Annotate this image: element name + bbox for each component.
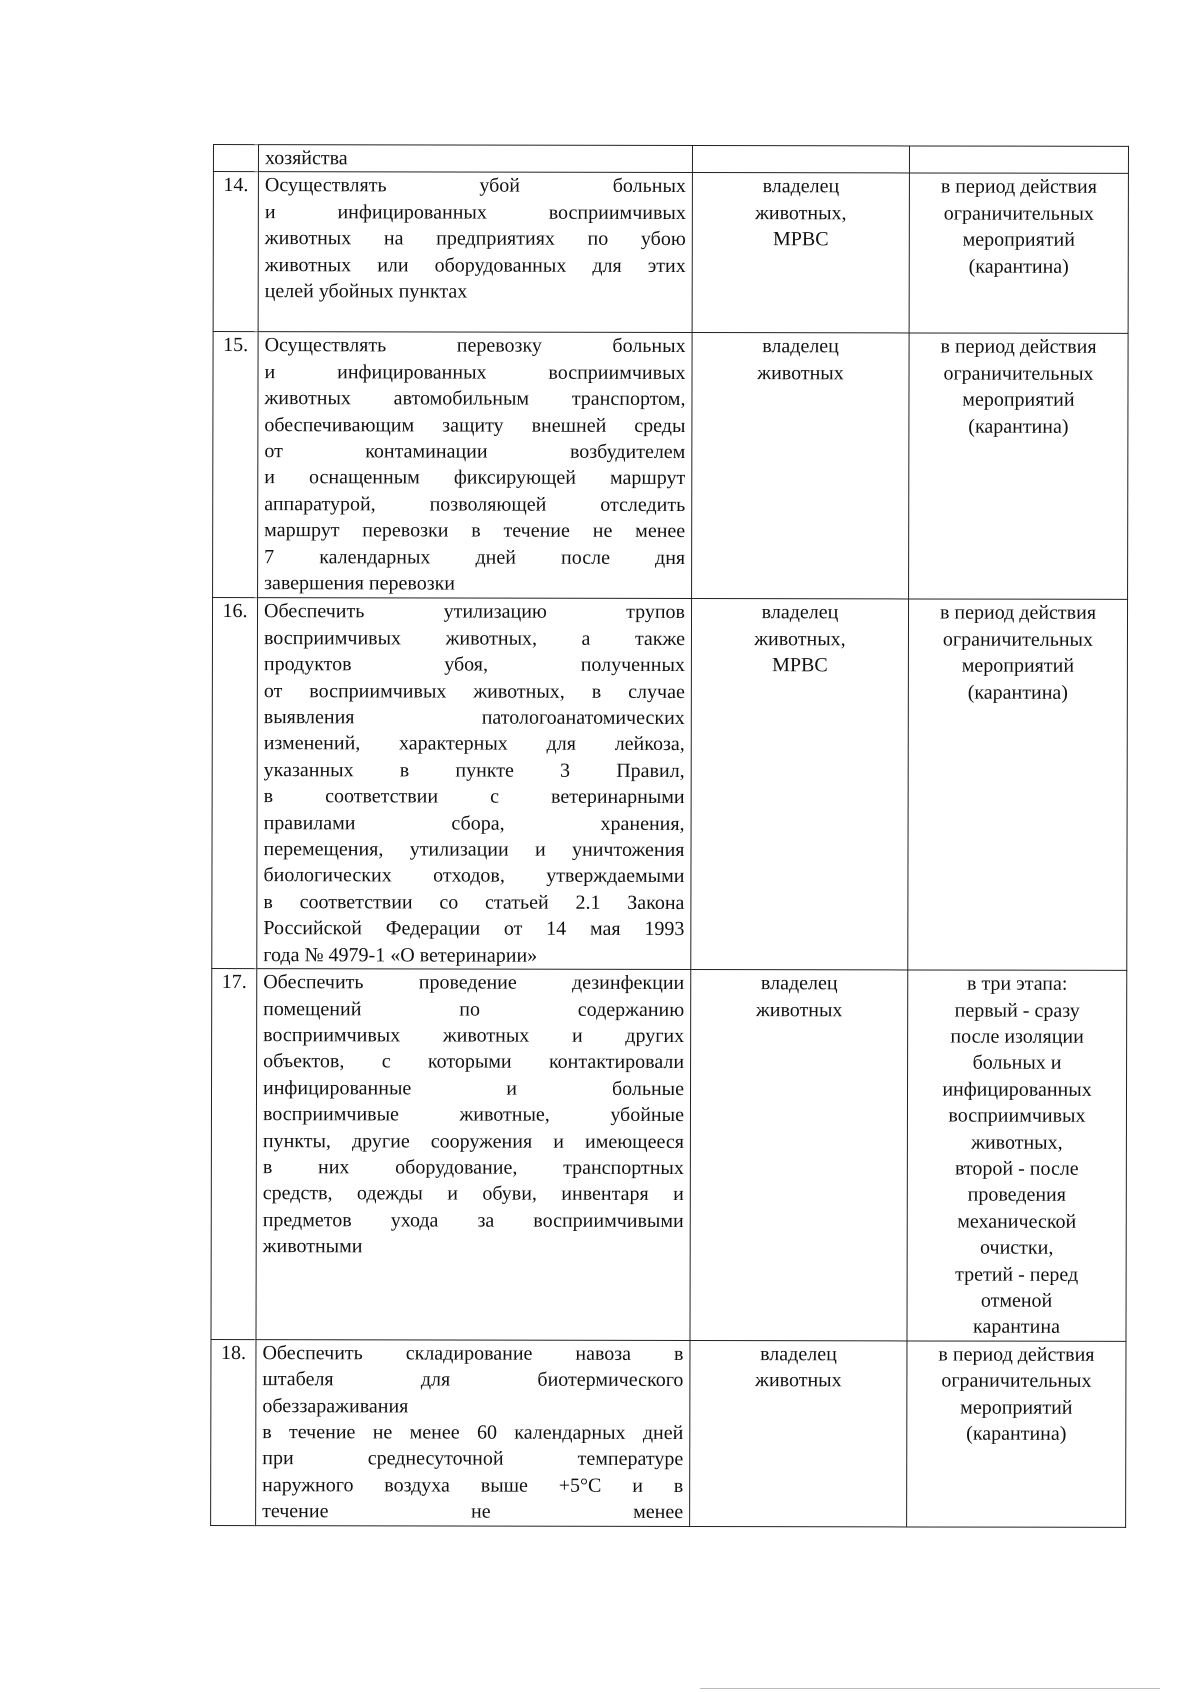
responsible-cell bbox=[692, 146, 909, 174]
text-line: наружного воздуха выше +5°С и в bbox=[262, 1473, 684, 1497]
timing-line: (карантина) bbox=[968, 255, 1069, 278]
responsible-line: владелец bbox=[762, 175, 840, 198]
text-line: и оснащенным фиксирующей маршрут bbox=[264, 466, 686, 490]
footer-rule bbox=[700, 1688, 1160, 1689]
text-line: помещений по содержанию bbox=[263, 997, 685, 1021]
responsible-cell bbox=[691, 599, 909, 970]
responsible-cell bbox=[692, 333, 910, 599]
text-line: Обеспечить утилизацию трупов bbox=[263, 600, 686, 624]
timing-line: ограничительных bbox=[941, 1369, 1092, 1393]
text-line: в соответствии со статьей 2.1 Закона bbox=[263, 890, 685, 914]
timing-line: мероприятий bbox=[960, 1396, 1073, 1419]
text-line: перемещения, утилизации и уничтожения bbox=[263, 838, 685, 862]
text-line: пункты, другие сооружения и имеющееся bbox=[262, 1129, 684, 1153]
timing-cell bbox=[908, 599, 1128, 970]
text-line: биологических отходов, утверждаемыми bbox=[263, 864, 685, 888]
timing-line: инфицированных bbox=[942, 1078, 1092, 1101]
timing-line: восприимчивых bbox=[948, 1104, 1086, 1127]
timing-line: отменой bbox=[980, 1289, 1053, 1312]
timing-cell bbox=[909, 146, 1128, 174]
text-line: года № 4979-1 «О ветеринарии» bbox=[263, 943, 538, 967]
timing-line: в период действия bbox=[939, 601, 1097, 625]
timing-line: в период действия bbox=[940, 335, 1097, 359]
timing-line: животных, bbox=[971, 1131, 1063, 1154]
measure-text bbox=[258, 172, 692, 333]
responsible-line: животных bbox=[755, 1369, 842, 1392]
timing-line: мероприятий bbox=[962, 228, 1075, 252]
text-line: 7 календарных дней после дня bbox=[264, 545, 686, 569]
text-line: штабеля для биотермического bbox=[262, 1368, 684, 1392]
text-line: и инфицированных восприимчивых bbox=[264, 200, 686, 224]
timing-line: после изоляции bbox=[950, 1025, 1084, 1048]
text-line: течение не менее bbox=[262, 1500, 684, 1524]
timing-line: ограничительных bbox=[943, 202, 1094, 225]
responsible-line: МРВС bbox=[772, 654, 828, 677]
responsible-cell bbox=[690, 970, 908, 1341]
text-line: маршрут перевозки в течение не менее bbox=[264, 519, 686, 543]
row-number: 15. bbox=[213, 332, 259, 598]
row-number: 18. bbox=[211, 1339, 256, 1525]
timing-line: третий - перед bbox=[955, 1263, 1079, 1286]
timing-line: ограничительных bbox=[942, 628, 1094, 651]
timing-line: карантина bbox=[973, 1315, 1060, 1339]
text-line: в соответствии с ветеринарными bbox=[263, 785, 685, 809]
text-line: хозяйства bbox=[264, 147, 348, 170]
table-row bbox=[213, 145, 1128, 174]
text-line: изменений, характерных для лейкоза, bbox=[263, 732, 685, 756]
responsible-line: животных bbox=[755, 998, 843, 1021]
timing-cell bbox=[907, 1341, 1126, 1527]
responsible-line: МРВС bbox=[772, 228, 829, 251]
text-line: аппаратурой, позволяющей отследить bbox=[264, 492, 686, 516]
timing-line: (карантина) bbox=[966, 1422, 1067, 1445]
text-line: объектов, с которыми контактировали bbox=[263, 1050, 685, 1074]
timing-line: мероприятий bbox=[961, 654, 1075, 678]
table-row bbox=[213, 332, 1129, 600]
text-line: восприимчивых животных, а также bbox=[263, 626, 685, 650]
timing-line: очистки, bbox=[980, 1236, 1054, 1259]
text-line: Российской Федерации от 14 мая 1993 bbox=[263, 917, 685, 941]
table-row bbox=[211, 969, 1127, 1342]
text-line: обеспечивающим защиту внешней среды bbox=[264, 413, 686, 437]
text-line: животными bbox=[262, 1235, 363, 1258]
text-line: Обеспечить проведение дезинфекции bbox=[263, 971, 685, 995]
timing-line: ограничительных bbox=[943, 362, 1094, 385]
row-number: 17. bbox=[211, 969, 257, 1340]
text-line: животных на предприятиях по убою bbox=[264, 227, 686, 251]
table-row bbox=[211, 1339, 1126, 1527]
responsible-cell bbox=[692, 173, 909, 333]
table-row bbox=[213, 172, 1128, 334]
measure-text bbox=[258, 332, 693, 599]
text-line: обеззараживания bbox=[262, 1394, 409, 1418]
text-line: от восприимчивых животных, в случае bbox=[263, 679, 685, 703]
timing-cell bbox=[909, 173, 1128, 333]
timing-line: в период действия bbox=[938, 1343, 1095, 1366]
text-line: Осуществлять перевозку больных bbox=[264, 334, 686, 358]
responsible-line: животных, bbox=[755, 201, 847, 225]
timing-line: первый - сразу bbox=[954, 999, 1080, 1022]
measure-text bbox=[257, 598, 692, 970]
timing-line: (карантина) bbox=[968, 415, 1069, 438]
timing-line: в три этапа: bbox=[966, 972, 1068, 995]
text-line: правилами сбора, хранения, bbox=[263, 811, 685, 835]
text-line: в них оборудование, транспортных bbox=[262, 1156, 684, 1179]
text-line: животных автомобильным транспортом, bbox=[264, 387, 686, 411]
text-line: указанных в пункте 3 Правил, bbox=[263, 758, 685, 782]
row-number bbox=[213, 145, 258, 173]
measure-text bbox=[256, 1339, 690, 1526]
responsible-cell bbox=[690, 1340, 907, 1526]
responsible-line: владелец bbox=[762, 335, 839, 358]
text-line: Осуществлять убой больных bbox=[264, 174, 686, 198]
text-line: продуктов убоя, полученных bbox=[263, 653, 685, 677]
text-line: в течение не менее 60 календарных дней bbox=[262, 1421, 684, 1444]
text-line: животных или оборудованных для этих bbox=[264, 253, 686, 277]
text-line: Обеспечить складирование навоза в bbox=[262, 1341, 684, 1365]
responsible-line: животных bbox=[757, 361, 844, 385]
table-row bbox=[212, 598, 1128, 971]
timing-line: проведения bbox=[967, 1183, 1066, 1207]
measure-text bbox=[256, 969, 691, 1341]
text-line: восприимчивых животных и других bbox=[263, 1024, 685, 1047]
text-line: от контаминации возбудителем bbox=[264, 440, 686, 464]
timing-line: больных и bbox=[972, 1051, 1062, 1075]
text-line: предметов ухода за восприимчивыми bbox=[262, 1208, 684, 1232]
text-line: и инфицированных восприимчивых bbox=[264, 360, 686, 384]
measures-table bbox=[210, 144, 1129, 1528]
responsible-line: владелец bbox=[760, 972, 838, 995]
text-line: средств, одежды и обуви, инвентаря и bbox=[262, 1182, 684, 1206]
text-line: инфицированные и больные bbox=[263, 1076, 685, 1100]
text-line: восприимчивые животные, убойные bbox=[262, 1103, 684, 1127]
timing-line: (карантина) bbox=[967, 681, 1068, 704]
responsible-line: животных, bbox=[754, 627, 846, 651]
measure-text bbox=[258, 145, 692, 173]
timing-line: механической bbox=[957, 1210, 1077, 1233]
timing-cell bbox=[909, 333, 1129, 599]
timing-line: в период действия bbox=[940, 175, 1097, 199]
timing-line: мероприятий bbox=[962, 388, 1075, 412]
text-line: выявления патологоанатомических bbox=[263, 706, 685, 730]
row-number: 16. bbox=[212, 598, 258, 969]
responsible-line: владелец bbox=[760, 1342, 837, 1366]
timing-cell bbox=[907, 970, 1127, 1341]
row-number: 14. bbox=[213, 172, 258, 332]
timing-line: второй - после bbox=[954, 1157, 1079, 1180]
text-line: при среднесуточной температуре bbox=[262, 1447, 684, 1471]
text-line: завершения перевозки bbox=[264, 572, 456, 595]
text-line: целей убойных пунктах bbox=[264, 280, 468, 303]
responsible-line: владелец bbox=[761, 601, 839, 624]
